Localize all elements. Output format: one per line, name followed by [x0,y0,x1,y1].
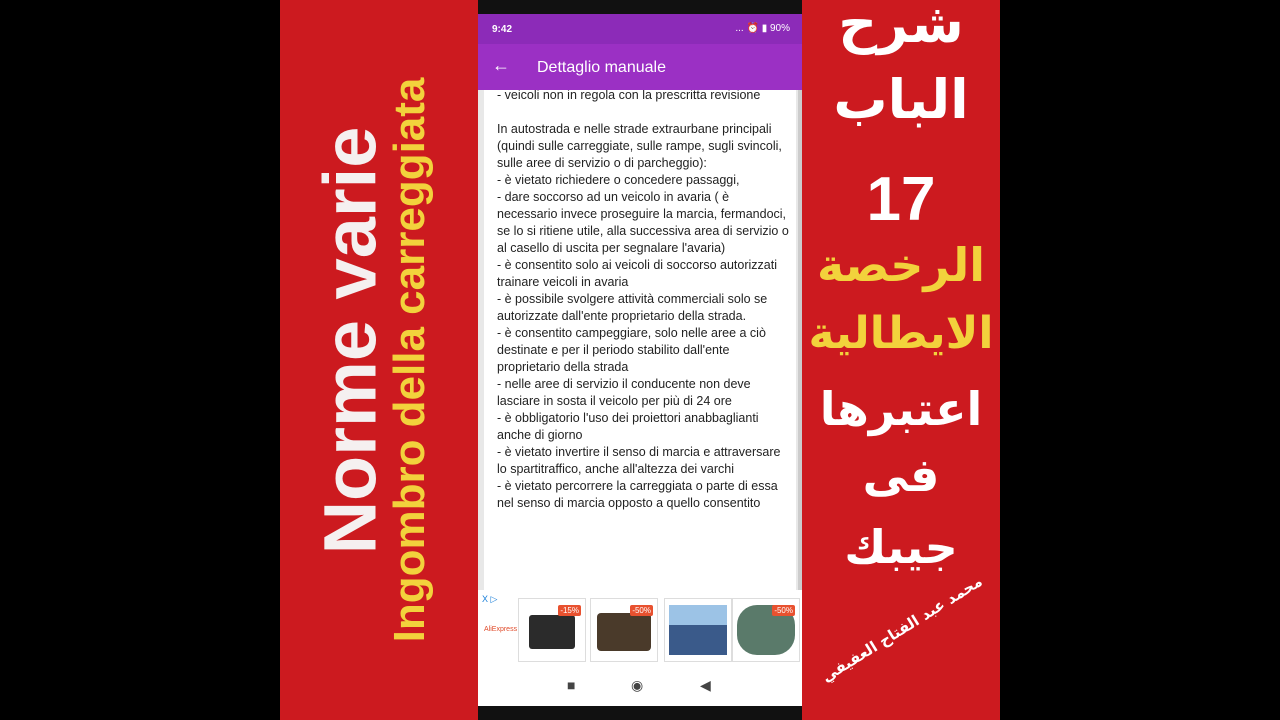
left-title-panel [280,0,478,720]
product-image [669,605,727,655]
arabic-line-6: اعتبرها [819,382,983,436]
content-area[interactable] [478,90,802,590]
right-title-panel [802,0,1000,720]
arabic-line-1: شرح [838,0,964,55]
product-image [529,615,575,649]
page-title: Dettaglio manuale [537,59,666,76]
ad-product[interactable] [732,598,800,662]
discount-badge: -15% [560,606,579,615]
back-icon[interactable]: ◀ [700,677,711,693]
product-image [597,613,651,651]
ad-product[interactable] [518,598,586,662]
status-bar [478,14,802,44]
ad-choices-icon[interactable]: X ▷ [482,594,498,604]
recents-icon[interactable]: ■ [567,677,576,693]
app-bar [478,44,802,90]
manual-text: - veicoli non in regola con la prescritta revisione In autostrada e nelle strade extraurbane principali (quindi sulle carreggiate, sulle rampe, sugli svincoli, sulle aree di servizio o di parcheggio): - è vietato richiedere o concedere passaggi, - dare soccorso ad un veicolo in avaria ( è necessario invece proseguire la marcia, fermandoci, se lo si ritiene utile, alla successiva area di servizio o al casello di uscita per segnalare l'avaria) - è consentito solo ai veicoli di soccorso autorizzati trainare veicoli in avaria - è possibile svolgere attività commerciali solo se autorizzate dall'ente proprietario della strada. - è consentito campeggiare, solo nelle aree a ciò destinate e per il periodo stabilito dall'ente proprietario della strada - nelle aree di servizio il conducente non deve lasciare in sosta il veicolo per più di 24 ore - è obbligatorio l'uso dei proiettori anabbaglianti anche di giorno - è vietato invertire il senso di marcia e attraversare lo spartitraffico, anche all'altezza dei varchi - è vietato percorrere la carreggiata o parte di essa nel senso di marcia opposto a quello consentito [497,90,789,510]
arabic-line-2: الباب [833,68,969,131]
subtitle-ingombro: Ingombro della carreggiata [385,77,434,643]
ad-brand: AliExpress [484,626,518,633]
bottom-strip [478,706,802,720]
ad-product[interactable] [664,598,732,662]
manual-card [484,90,796,590]
ad-product[interactable] [590,598,658,662]
ad-banner[interactable] [478,590,802,666]
status-time: 9:42 [492,24,513,35]
arabic-line-4: الرخصة [816,238,986,292]
home-icon[interactable]: ◉ [631,677,644,693]
arabic-line-5: الايطالية [808,308,994,359]
back-arrow-icon[interactable]: ← [492,55,510,75]
status-icons: ... ⏰ ▮ 90% [735,23,790,34]
title-norme-varie: Norme varie [308,126,392,555]
phone-screen [478,0,802,720]
arabic-line-7: فى [862,448,940,502]
nav-bar [478,666,802,706]
discount-badge: -50% [774,606,793,615]
discount-badge: -50% [632,606,651,615]
arabic-line-3: 17 [866,165,936,234]
arabic-line-8: جيبك [844,520,958,574]
author-signature: محمد عبد الفتاح العفيفي [818,572,986,686]
